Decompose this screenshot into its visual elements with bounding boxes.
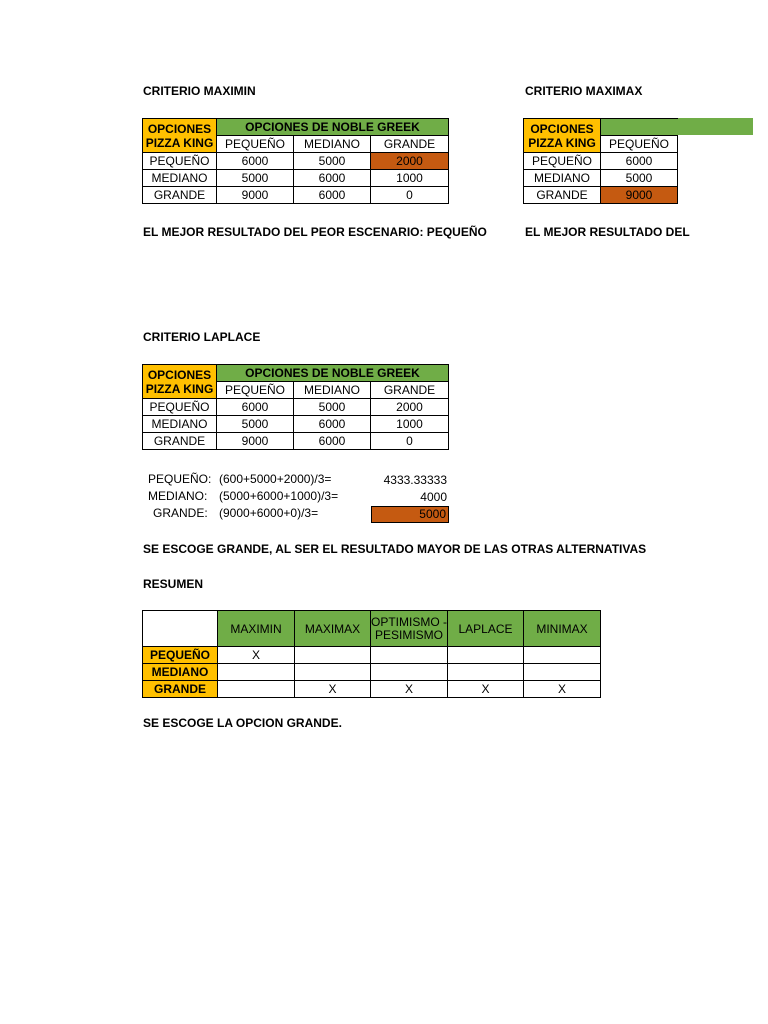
laplace-row-label: MEDIANO [143,416,217,433]
maximin-cell: 5000 [217,170,294,187]
resumen-conclusion: SE ESCOGE LA OPCION GRANDE. [143,716,342,730]
laplace-calc-result: 4000 [420,490,447,504]
resumen-mark: X [448,681,524,698]
resumen-mark [448,647,524,664]
resumen-mark [524,664,601,681]
laplace-col-0: PEQUEÑO [217,382,294,399]
laplace-cell: 1000 [371,416,449,433]
resumen-mark [218,681,295,698]
maximax-col-0: PEQUEÑO [601,136,678,153]
laplace-table [142,364,449,450]
resumen-row-label: PEQUEÑO [143,647,218,664]
laplace-cell: 5000 [294,399,371,416]
laplace-cell: 6000 [294,433,371,450]
resumen-col-laplace: LAPLACE [448,611,524,647]
maximax-table [523,118,678,204]
laplace-calc-formula: (5000+6000+1000)/3= [219,489,339,503]
maximax-conclusion: EL MEJOR RESULTADO DEL [525,225,690,239]
resumen-table [142,610,601,698]
resumen-title: RESUMEN [143,577,204,591]
maximax-header-cell [601,119,678,136]
maximax-row-label: MEDIANO [524,170,601,187]
maximax-row-label: GRANDE [524,187,601,204]
laplace-header: OPCIONES DE NOBLE GREEK [217,365,449,382]
resumen-col-maximin: MAXIMIN [218,611,295,647]
laplace-calc-formula: (9000+6000+0)/3= [219,506,319,520]
maximin-col-1: MEDIANO [294,136,371,153]
laplace-corner: OPCIONES PIZZA KING [143,365,217,399]
laplace-calc-result: 4333.33333 [383,473,447,487]
resumen-row-label: GRANDE [143,681,218,698]
resumen-mark: X [295,681,371,698]
maximin-col-2: GRANDE [371,136,449,153]
maximin-table [142,118,449,204]
laplace-cell: 0 [371,433,449,450]
maximin-header: OPCIONES DE NOBLE GREEK [217,119,449,136]
laplace-cell: 6000 [217,399,294,416]
resumen-mark [524,647,601,664]
resumen-col-optimismo: OPTIMISMO - PESIMISMO [371,611,448,647]
laplace-cell: 6000 [294,416,371,433]
resumen-col-maximax: MAXIMAX [295,611,371,647]
laplace-title: CRITERIO LAPLACE [143,330,261,344]
resumen-mark [295,664,371,681]
laplace-col-2: GRANDE [371,382,449,399]
maximin-cell: 6000 [217,153,294,170]
maximin-row-label: PEQUEÑO [143,153,217,170]
laplace-calc-result-highlight: 5000 [371,506,449,523]
resumen-mark [295,647,371,664]
maximin-title: CRITERIO MAXIMIN [143,84,256,98]
maximax-cell: 5000 [601,170,678,187]
laplace-col-1: MEDIANO [294,382,371,399]
resumen-mark: X [524,681,601,698]
resumen-corner [143,611,218,647]
laplace-conclusion: SE ESCOGE GRANDE, AL SER EL RESULTADO MAYOR DE LAS OTRAS ALTERNATIVAS [143,542,647,556]
maximin-row-label: MEDIANO [143,170,217,187]
laplace-calc-formula: (600+5000+2000)/3= [219,472,332,486]
maximax-cell: 6000 [601,153,678,170]
maximax-corner: OPCIONES PIZZA KING [524,119,601,153]
laplace-calc-label: PEQUEÑO: [148,472,212,486]
maximin-cell: 9000 [217,187,294,204]
laplace-calc-label: GRANDE: [153,506,208,520]
resumen-mark: X [218,647,295,664]
maximin-cell: 6000 [294,170,371,187]
maximax-title: CRITERIO MAXIMAX [525,84,643,98]
maximin-corner: OPCIONES PIZZA KING [143,119,217,153]
resumen-mark [448,664,524,681]
resumen-col-minimax: MINIMAX [524,611,601,647]
resumen-mark: X [371,681,448,698]
maximin-col-0: PEQUEÑO [217,136,294,153]
resumen-mark [371,664,448,681]
laplace-cell: 5000 [217,416,294,433]
resumen-mark [218,664,295,681]
maximax-cell-highlight: 9000 [601,187,678,204]
maximin-cell-highlight: 2000 [371,153,449,170]
maximin-row-label: GRANDE [143,187,217,204]
maximin-cell: 1000 [371,170,449,187]
resumen-row-label: MEDIANO [143,664,218,681]
maximin-cell: 5000 [294,153,371,170]
maximax-row-label: PEQUEÑO [524,153,601,170]
maximin-cell: 6000 [294,187,371,204]
laplace-cell: 2000 [371,399,449,416]
laplace-row-label: GRANDE [143,433,217,450]
maximin-cell: 0 [371,187,449,204]
resumen-mark [371,647,448,664]
maximin-conclusion: EL MEJOR RESULTADO DEL PEOR ESCENARIO: PEQUEÑO [143,225,487,239]
laplace-cell: 9000 [217,433,294,450]
laplace-calc-label: MEDIANO: [148,489,208,503]
laplace-row-label: PEQUEÑO [143,399,217,416]
